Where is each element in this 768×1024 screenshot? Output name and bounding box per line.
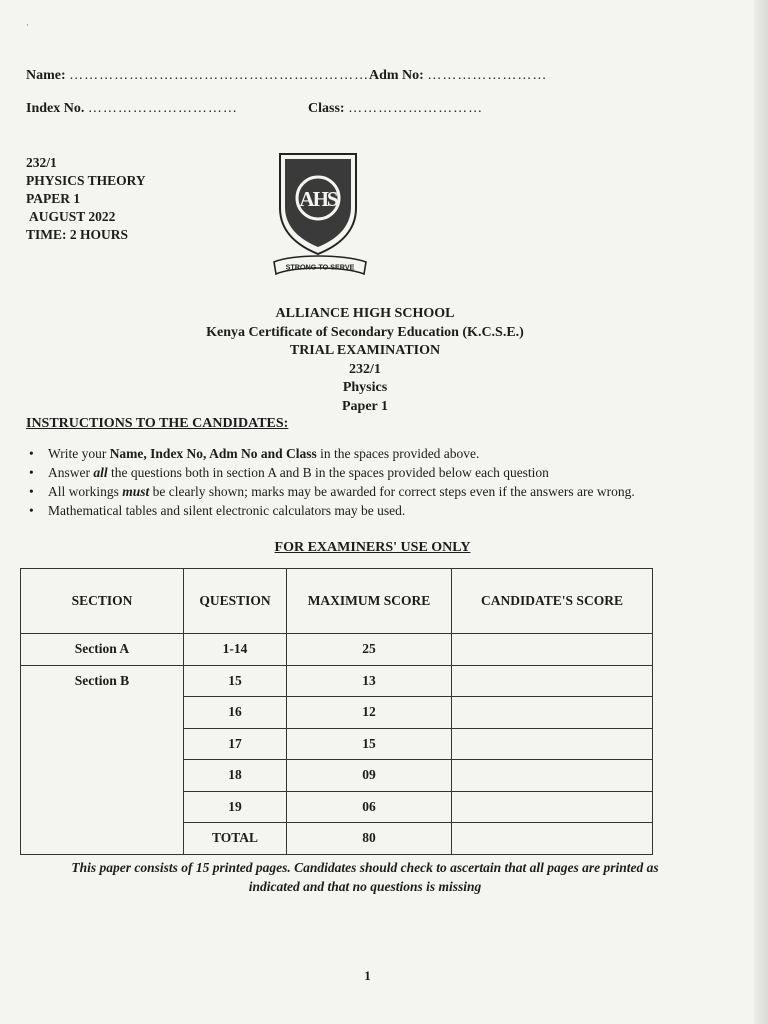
section-cell bbox=[21, 791, 184, 823]
instruction-text: Answer all the questions both in section A and B in the spaces provided below each question bbox=[48, 465, 549, 480]
instruction-item bbox=[26, 463, 706, 482]
class-field[interactable]: ……………………… bbox=[348, 101, 484, 116]
candidate-score-cell[interactable] bbox=[452, 823, 653, 855]
table-row bbox=[21, 665, 653, 697]
table-header-row bbox=[21, 569, 653, 634]
max-score-cell: 80 bbox=[287, 823, 452, 855]
footer-note bbox=[0, 858, 730, 896]
instruction-item bbox=[26, 501, 706, 520]
class-label: Class: bbox=[308, 101, 345, 116]
exam-body: Kenya Certificate of Secondary Education (K.C.S.E.) bbox=[206, 324, 524, 340]
section-cell bbox=[21, 760, 184, 792]
class-line bbox=[308, 101, 483, 117]
section-cell: Section A bbox=[21, 634, 184, 666]
candidate-score-cell[interactable] bbox=[452, 665, 653, 697]
candidate-score-cell[interactable] bbox=[452, 760, 653, 792]
exam-subject: Physics bbox=[342, 380, 388, 395]
section-cell bbox=[21, 728, 184, 760]
candidate-score-cell[interactable] bbox=[452, 634, 653, 666]
bullet-icon: • bbox=[29, 465, 34, 480]
max-score-cell: 09 bbox=[287, 760, 452, 792]
scan-speck: · bbox=[26, 20, 29, 30]
adm-line bbox=[369, 68, 547, 84]
table-row bbox=[21, 791, 653, 823]
table-row bbox=[21, 728, 653, 760]
instructions-list bbox=[26, 444, 706, 520]
paper-code: 232/1 bbox=[26, 155, 57, 170]
section-cell bbox=[21, 697, 184, 729]
exam-paper: Paper 1 bbox=[341, 398, 388, 414]
table-total-row bbox=[21, 823, 653, 855]
candidate-score-cell[interactable] bbox=[452, 728, 653, 760]
question-cell: 16 bbox=[184, 697, 287, 729]
bullet-icon: • bbox=[29, 446, 34, 461]
examiners-heading: FOR EXAMINERS' USE ONLY bbox=[274, 540, 471, 555]
candidate-score-cell[interactable] bbox=[452, 791, 653, 823]
name-field[interactable]: …………………………………………………… bbox=[69, 68, 370, 83]
column-header-max-score: MAXIMUM SCORE bbox=[287, 569, 452, 634]
school-name: ALLIANCE HIGH SCHOOL bbox=[275, 306, 455, 321]
paper-time: TIME: 2 HOURS bbox=[26, 227, 129, 242]
instruction-item bbox=[26, 482, 706, 501]
adm-label: Adm No: bbox=[369, 68, 424, 83]
max-score-cell: 12 bbox=[287, 697, 452, 729]
max-score-cell: 06 bbox=[287, 791, 452, 823]
page-edge bbox=[754, 0, 768, 1024]
score-table bbox=[20, 568, 653, 855]
adm-field[interactable]: …………………… bbox=[427, 68, 548, 83]
instruction-text: All workings must be clearly shown; marks may be awarded for correct steps even if the answers are wrong. bbox=[48, 484, 635, 499]
exam-type: TRIAL EXAMINATION bbox=[289, 343, 441, 358]
question-cell: 19 bbox=[184, 791, 287, 823]
question-cell: 18 bbox=[184, 760, 287, 792]
footer-note-line-1: This paper consists of 15 printed pages. Candidates should check to ascertain that all pages are printed as bbox=[71, 860, 659, 875]
name-label: Name: bbox=[26, 68, 66, 83]
column-header-question: QUESTION bbox=[184, 569, 287, 634]
name-line bbox=[26, 68, 369, 84]
crest-motto: STRONG TO SERVE bbox=[285, 262, 355, 272]
index-label: Index No. bbox=[26, 101, 85, 116]
table-row bbox=[21, 697, 653, 729]
column-header-candidate-score: CANDIDATE'S SCORE bbox=[452, 569, 653, 634]
question-cell: 17 bbox=[184, 728, 287, 760]
section-cell bbox=[21, 823, 184, 855]
exam-code: 232/1 bbox=[349, 361, 381, 377]
paper-info bbox=[26, 154, 146, 244]
section-cell: Section B bbox=[21, 665, 184, 697]
max-score-cell: 25 bbox=[287, 634, 452, 666]
instructions-heading: INSTRUCTIONS TO THE CANDIDATES: bbox=[26, 416, 289, 431]
page-number: 1 bbox=[364, 968, 371, 983]
table-row bbox=[21, 634, 653, 666]
index-line bbox=[26, 101, 238, 117]
footer-note-line-2: indicated and that no questions is missing bbox=[248, 879, 482, 894]
table-row bbox=[21, 760, 653, 792]
candidate-score-cell[interactable] bbox=[452, 697, 653, 729]
bullet-icon: • bbox=[29, 503, 34, 518]
question-cell: TOTAL bbox=[184, 823, 287, 855]
exam-title-block bbox=[0, 305, 730, 416]
question-cell: 15 bbox=[184, 665, 287, 697]
max-score-cell: 15 bbox=[287, 728, 452, 760]
paper-subject: PHYSICS THEORY bbox=[26, 173, 146, 188]
column-header-section: SECTION bbox=[21, 569, 184, 634]
instruction-text: Mathematical tables and silent electronic calculators may be used. bbox=[48, 503, 406, 518]
school-crest-logo bbox=[272, 150, 372, 282]
instruction-text: Write your Name, Index No, Adm No and Class in the spaces provided above. bbox=[48, 446, 480, 461]
question-cell: 1-14 bbox=[184, 634, 287, 666]
paper-number: PAPER 1 bbox=[26, 191, 81, 206]
crest-monogram: AHS bbox=[299, 187, 337, 211]
max-score-cell: 13 bbox=[287, 665, 452, 697]
paper-date: AUGUST 2022 bbox=[29, 209, 116, 224]
bullet-icon: • bbox=[29, 484, 34, 499]
index-field[interactable]: ………………………… bbox=[87, 101, 238, 116]
instruction-item bbox=[26, 444, 706, 463]
